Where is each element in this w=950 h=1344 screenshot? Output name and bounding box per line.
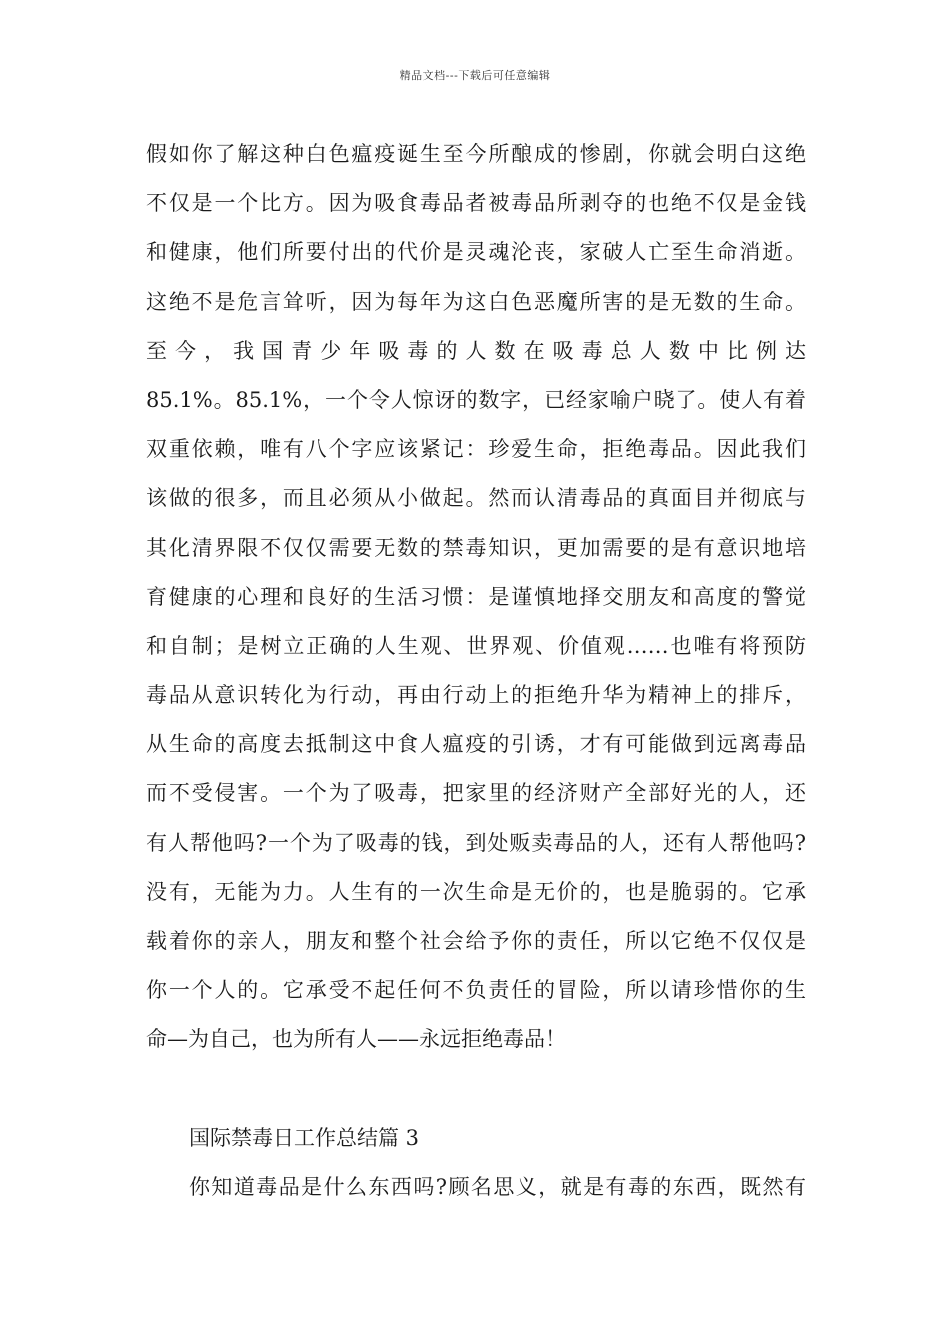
text-line: 至 今 ， 我 国 青 少 年 吸 毒 的 人 数 在 吸 毒 总 人 数 中 比 例 达	[146, 338, 806, 363]
paragraph	[146, 130, 806, 1065]
text-line: 没有，无能为力。人生有的一次生命是无价的，也是脆弱的。它承	[146, 879, 806, 904]
text-line: 你一个人的。它承受不起任何不负责任的冒险，所以请珍惜你的生	[146, 978, 806, 1003]
section-heading: 国际禁毒日工作总结篇 3	[189, 1125, 420, 1150]
text-line: 假如你了解这种白色瘟疫诞生至今所酿成的惨剧，你就会明白这绝	[146, 142, 806, 166]
text-line: 85.1%。85.1%，一个令人惊讶的数字，已经家喻户晓了。使人有着	[146, 387, 806, 412]
text-line: 从生命的高度去抵制这中食人瘟疫的引诱，才有可能做到远离毒品	[146, 732, 806, 757]
text-line: 你知道毒品是什么东西吗?顾名思义，就是有毒的东西，既然有	[189, 1174, 806, 1199]
text-line: 和自制；是树立正确的人生观、世界观、价值观……也唯有将预防	[146, 633, 806, 658]
text-line: 命—为自己，也为所有人——永远拒绝毒品！	[146, 1027, 566, 1052]
paragraph-gap	[146, 1065, 806, 1114]
text-line: 载着你的亲人，朋友和整个社会给予你的责任，所以它绝不仅仅是	[146, 929, 806, 953]
text-line: 双重依赖，唯有八个字应该紧记：珍爱生命，拒绝毒品。因此我们	[146, 437, 806, 462]
text-line: 而不受侵害。一个为了吸毒，把家里的经济财产全部好光的人，还	[146, 781, 806, 806]
document-body	[146, 130, 806, 1212]
page-header: 精品文档---下载后可任意编辑	[399, 69, 551, 82]
text-line: 有人帮他吗?一个为了吸毒的钱，到处贩卖毒品的人，还有人帮他吗?	[146, 830, 806, 855]
text-line: 毒品从意识转化为行动，再由行动上的拒绝升华为精神上的排斥，	[146, 683, 806, 708]
text-line: 不仅是一个比方。因为吸食毒品者被毒品所剥夺的也绝不仅是金钱	[146, 191, 806, 216]
text-line: 其化清界限不仅仅需要无数的禁毒知识，更加需要的是有意识地培	[146, 535, 806, 560]
text-line: 这绝不是危言耸听，因为每年为这白色恶魔所害的是无数的生命。	[146, 289, 806, 314]
text-line: 育健康的心理和良好的生活习惯：是谨慎地择交朋友和高度的警觉	[146, 584, 806, 609]
text-line: 该做的很多，而且必须从小做起。然而认清毒品的真面目并彻底与	[146, 486, 806, 511]
text-line: 和健康，他们所要付出的代价是灵魂沦丧，家破人亡至生命消逝。	[146, 240, 806, 265]
